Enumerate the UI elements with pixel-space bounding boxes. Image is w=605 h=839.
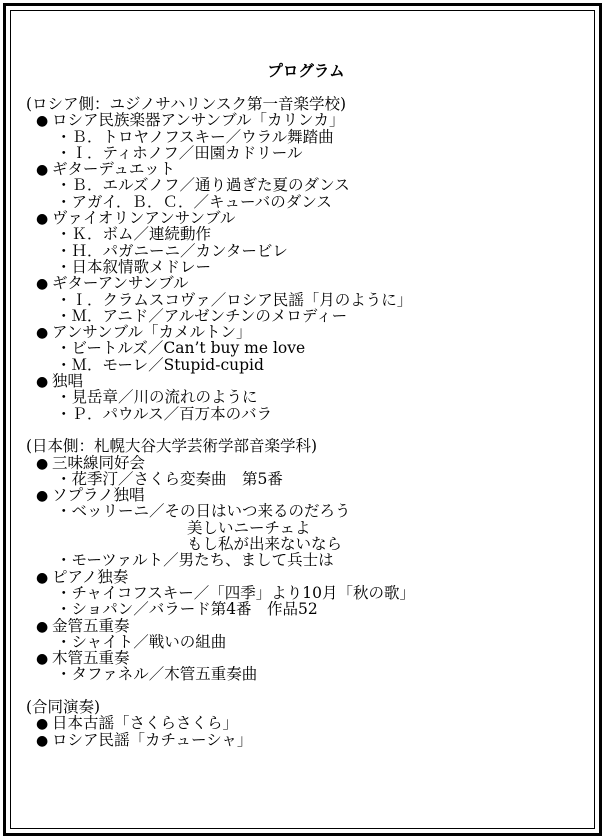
program-item: ・Ｈ．パガニーニ／カンタービレ <box>56 241 288 260</box>
section-spacer <box>26 422 586 438</box>
program-item: ・チャイコフスキー／「四季」より10月「秋の歌」 <box>56 583 416 602</box>
section-header-japan: (日本側：札幌大谷大学芸術学部音楽学科) <box>26 437 318 456</box>
group-name: 三味線同好会 <box>52 453 146 472</box>
group-name: 日本古謡「さくらさくら」 <box>52 714 239 733</box>
group-name: 金管五重奏 <box>52 616 130 635</box>
bullet-icon: ● <box>36 325 49 342</box>
section-spacer <box>26 683 586 699</box>
group-name: ギターデュエット <box>52 160 176 179</box>
program-item: ・モーツァルト／男たち、まして兵士は <box>56 551 334 570</box>
bullet-icon: ● <box>36 211 49 228</box>
program-item-continuation: 美しいニーチェよ <box>187 518 311 537</box>
group-heading <box>26 455 586 471</box>
group-heading <box>26 324 586 340</box>
program-item: ・ベッリーニ／その日はいつ来るのだろう <box>56 502 351 521</box>
group-heading <box>26 275 586 291</box>
group-name: ギターアンサンブル <box>52 274 189 293</box>
program-item: ・Ｋ．ボム／連続動作 <box>56 225 212 244</box>
bullet-icon: ● <box>36 732 49 749</box>
program-item: ・見岳章／川の流れのように <box>56 388 258 407</box>
group-heading <box>26 161 586 177</box>
bullet-icon: ● <box>36 488 49 505</box>
section-header-joint: (合同演奏) <box>26 697 101 716</box>
program-item: ・アガイ．Ｂ．Ｃ．／キューバのダンス <box>56 192 332 211</box>
document-title: プログラム <box>267 61 345 80</box>
bullet-icon: ● <box>36 113 49 130</box>
group-name: ソプラノ独唱 <box>52 486 145 505</box>
group-heading <box>26 732 586 748</box>
program-item: ・日本叙情歌メドレー <box>56 257 212 276</box>
program-item: ・タファネル／木管五重奏曲 <box>56 665 258 684</box>
group-heading <box>26 210 586 226</box>
group-heading <box>26 373 586 389</box>
group-heading <box>26 715 586 731</box>
program-item: ・Ｉ．クラムスコヴァ／ロシア民謡「月のように」 <box>56 290 413 309</box>
program-item: ・ショパン／バラード第4番 作品52 <box>56 600 318 619</box>
group-heading <box>26 112 586 128</box>
bullet-icon: ● <box>36 716 49 733</box>
group-name: 木管五重奏 <box>52 649 130 668</box>
group-heading <box>26 650 586 666</box>
group-heading <box>26 618 586 634</box>
section-header-russia: (ロシア側：ユジノサハリンスク第一音楽学校) <box>26 95 347 113</box>
program-item: ・Ｐ．パウルス／百万本のバラ <box>56 404 273 423</box>
program-item: ・Ｍ．モーレ／Stupid-cupid <box>56 355 264 374</box>
group-heading <box>26 487 586 503</box>
program-item: ・Ｂ．トロヤノフスキー／ウラル舞踏曲 <box>56 127 334 146</box>
program-item: ・Ｂ．エルズノフ／通り過ぎた夏のダンス <box>56 176 350 195</box>
group-name: ピアノ独奏 <box>52 567 129 586</box>
group-name: ヴァイオリンアンサンブル <box>52 209 236 228</box>
program-item: ・Ｍ．アニド／アルゼンチンのメロディー <box>56 306 348 325</box>
program-document <box>26 62 586 748</box>
program-item: ・花季汀／さくら変奏曲 第5番 <box>56 469 283 488</box>
bullet-icon: ● <box>36 276 49 293</box>
bullet-icon: ● <box>36 162 49 179</box>
bullet-icon: ● <box>36 455 49 472</box>
group-name: ロシア民謡「カチューシャ」 <box>52 730 253 749</box>
group-name: ロシア民族楽器アンサンブル「カリンカ」 <box>52 111 345 130</box>
bullet-icon: ● <box>36 569 49 586</box>
group-heading <box>26 569 586 585</box>
bullet-icon: ● <box>36 374 49 391</box>
bullet-icon: ● <box>36 651 49 668</box>
group-name: アンサンブル「カメルトン」 <box>52 323 252 342</box>
bullet-icon: ● <box>36 618 49 635</box>
program-item: ・ビートルズ／Can’t buy me love <box>56 339 306 358</box>
program-item: ・Ｉ．ティホノフ／田園カドリール <box>56 143 303 162</box>
program-item: ・シャイト／戦いの組曲 <box>56 632 227 651</box>
program-item-continuation: もし私が出来ないなら <box>187 535 343 554</box>
group-name: 独唱 <box>52 372 84 391</box>
